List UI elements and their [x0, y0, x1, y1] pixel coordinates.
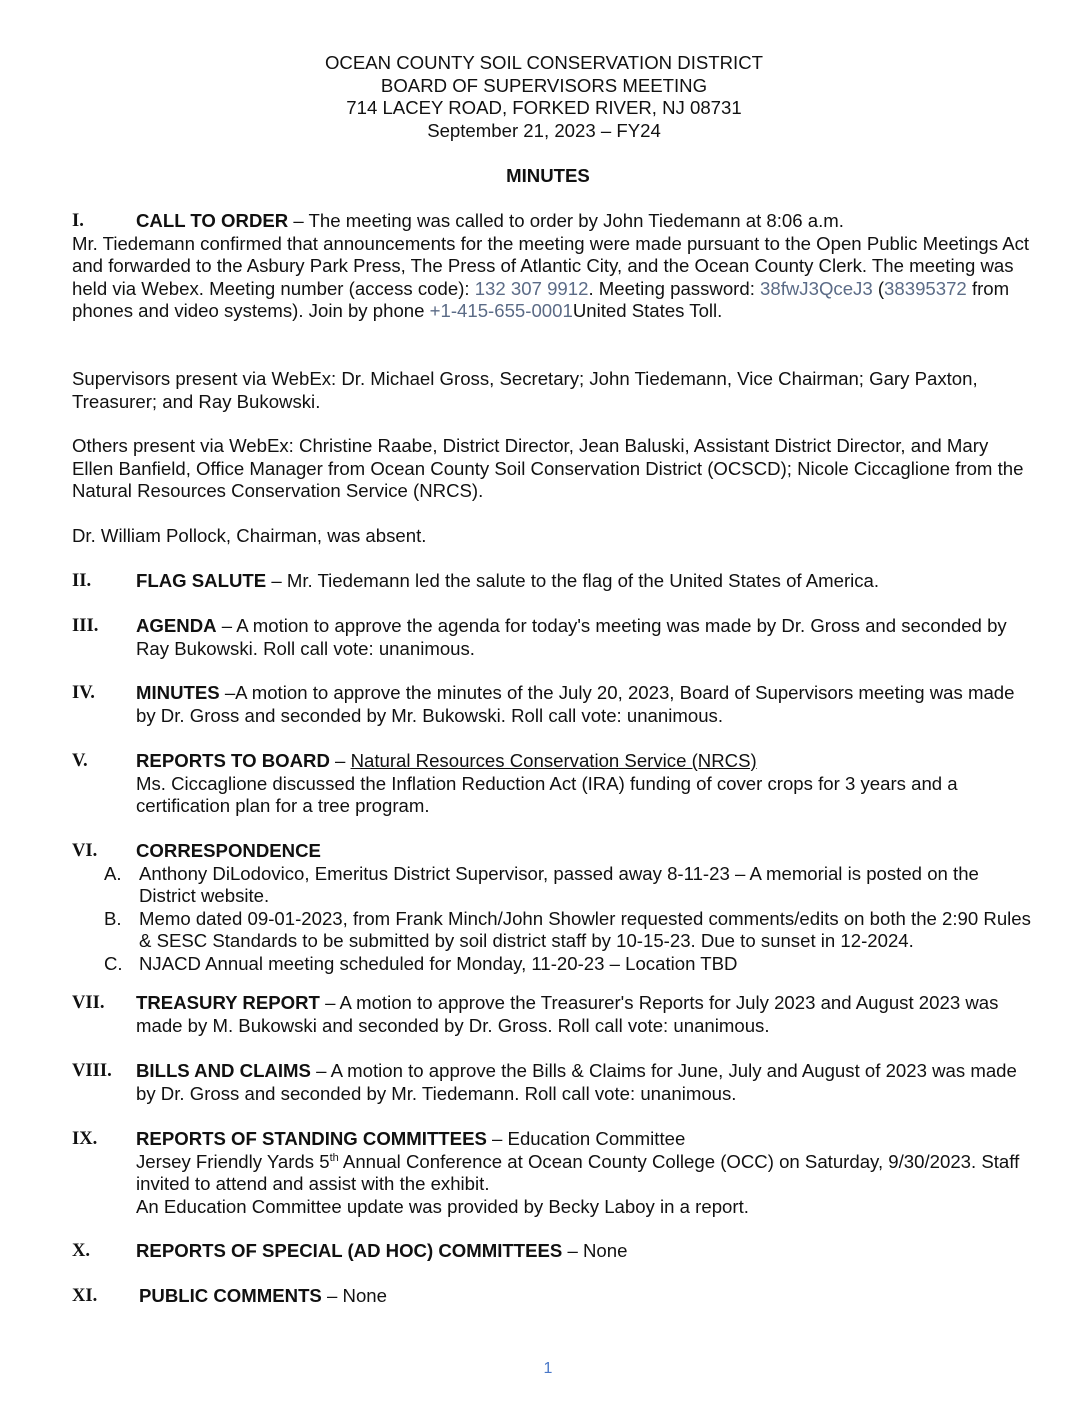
section-heading: CORRESPONDENCE — [136, 840, 321, 861]
section-number: VI. — [72, 840, 98, 861]
section-number: VIII. — [72, 1060, 112, 1081]
section-number: VII. — [72, 992, 105, 1013]
section-text: – A motion to approve the Treasurer's Reports for July 2023 and August 2023 was made by M. Bukowski and seconded by Dr. Gross. Roll call vote: unanimous. — [136, 992, 999, 1036]
section-text: – None — [321, 1285, 387, 1306]
header-date: September 21, 2023 – FY24 — [427, 119, 661, 141]
header-meeting-type: BOARD OF SUPERVISORS MEETING — [380, 74, 708, 96]
section-text: – Mr. Tiedemann led the salute to the flag of the United States of America. — [266, 570, 880, 591]
section-heading: CALL TO ORDER — [136, 210, 289, 231]
document-page: OCEAN COUNTY SOIL CONSERVATION DISTRICT BOARD OF SUPERVISORS MEETING 714 LACEY ROAD, FORKED RIVER, NJ 08731 September 21, 2023 – FY24 MINUTES I. CALL TO ORDER – The meeting was called to order by John Tiedemann at 8:06 a.m. Mr. Tiedemann confirmed that announcements for the meeting were made pursuant to the Open Public Meetings Act and forwarded to the Asbury Park Press, The Press of Atlantic City, and the Ocean County Clerk. The meeting was held via Webex. Meeting number (access code): 132 307 9912. Meeting password: 38fwJ3QceJ3 (38395372 from phones and video systems). Join by phone +1-415-655-0001United States Toll. Supervisors present via WebEx: Dr. Michael Gross, Secretary; John Tiedemann, Vice Chairman; Gary Paxton, Treasurer; and Ray Bukowski. Others present via WebEx: Christine Raabe, District Director, Jean Baluski, Assistant District Director, and Mary Ellen Banfield, Office Manager from Ocean County Soil Conservation District (OCSCD); Nicole Ciccaglione from the Natural Resources Conservation Service (NRCS). Dr. William Pollock, Chairman, was absent. II. FLAG SALUTE – Mr. Tiedemann led the salute to the flag of the United States of America. III. AGENDA – A motion to approve the agenda for today's meeting was made by Dr. Gross and seconded by Ray Bukowski. Roll call vote: unanimous. IV. MINUTES –A motion to approve the minutes of the July 20, 2023, Board of Supervisors meeting was made by Dr. Gross and seconded by Mr. Bukowski. Roll call vote: unanimous. V. REPORTS TO BOARD – Natural Resources Conservation Service (NRCS) Ms. Ciccaglione discussed the Inflation Reduction Act (IRA) funding of cover crops for 3 years and a certification plan for a tree program. VI. CORRESPONDENCE A. Anthony DiLodovico, Emeritus District Supervisor, passed away 8-11-23 – A memorial is posted on the District website. B. Memo dated 09-01-2023, from Frank Minch/John Showler requested comments/edits on both the 2:90 Rules & SESC Standards to be submitted by soil district staff by 10-15-23. Due to sunset in 12-2024. C. NJACD Annual meeting scheduled for Monday, 11-20-23 – Location TBD VII. TREASURY REPORT – A motion to approve the Treasurer's Reports for July 2023 and August 2023 was made by M. Bukowski and seconded by Dr. Gross. Roll call vote: unanimous. VIII. BILLS AND CLAIMS – A motion to approve the Bills & Claims for June, July and August of 2023 was made by Dr. Gross and seconded by Mr. Tiedemann. Roll call vote: unanimous. IX. REPORTS OF STANDING COMMITTEES – Education Committee Jersey Friendly Yards 5th Annual Conference at Ocean County College (OCC) on Saturday, 9/30/2023. Staff invited to attend and assist with the exhibit. An Education Committee update was provided by Becky Laboy in a report. X. REPORTS OF SPECIAL (AD HOC) COMMITTEES – None XI. PUBLIC COMMENTS – None 1 — [0, 0, 1088, 1408]
section-number: I. — [72, 210, 84, 231]
section-number: IV. — [72, 682, 95, 703]
header-address: 714 LACEY ROAD, FORKED RIVER, NJ 08731 — [346, 97, 742, 118]
section-text: – None — [562, 1240, 628, 1261]
section-number: III. — [72, 615, 99, 636]
section-text: Ms. Ciccaglione discussed the Inflation Reduction Act (IRA) funding of cover crops for 3 years and a certification plan for a tree program. — [136, 772, 958, 816]
document-title: MINUTES — [506, 165, 590, 186]
section-text: –A motion to approve the minutes of the July 20, 2023, Board of Supervisors meeting was made by Dr. Gross and seconded by Mr. Bukowski. Roll call vote: unanimous. — [136, 682, 1015, 726]
section-subheading: Natural Resources Conservation Service (NRCS) — [350, 750, 757, 771]
meeting-phone-number: +1-415-655-0001 — [429, 300, 573, 321]
meeting-numeric-password: 38395372 — [884, 277, 967, 299]
section-text: – The meeting was called to order by John Tiedemann at 8:06 a.m. — [288, 210, 844, 231]
section-heading: BILLS AND CLAIMS — [136, 1060, 311, 1081]
supervisors-present: Supervisors present via WebEx: Dr. Michael Gross, Secretary; John Tiedemann, Vice Chairman; Gary Paxton, Treasurer; and Ray Bukowski. — [72, 368, 978, 412]
education-update-note: An Education Committee update was provided by Becky Laboy in a report. — [136, 1195, 749, 1217]
meeting-password: 38fwJ3QceJ3 — [760, 277, 873, 299]
section-text: – A motion to approve the Bills & Claims for June, July and August of 2023 was made by Dr. Gross and seconded by Mr. Tiedemann. Roll call vote: unanimous. — [136, 1060, 1017, 1104]
meeting-access-code: 132 307 9912 — [474, 277, 589, 299]
section-heading: PUBLIC COMMENTS — [139, 1285, 322, 1306]
conference-note: Jersey Friendly Yards 5th Annual Conference at Ocean County College (OCC) on Saturday, 9/30/2023. Staff invited to attend and assist with the exhibit. — [136, 1150, 1020, 1194]
list-item: B. Memo dated 09-01-2023, from Frank Minch/John Showler requested comments/edits on both the 2:90 Rules & SESC Standards to be submitted by soil district staff by 10-15-23. Due to sunset in 12-2024. — [104, 907, 1031, 951]
call-to-order-details: Mr. Tiedemann confirmed that announcements for the meeting were made pursuant to the Open Public Meetings Act and forwarded to the Asbury Park Press, The Press of Atlantic City, and the Ocean County Clerk. The meeting was held via Webex. Meeting number (access code): — [72, 232, 1030, 299]
section-number: V. — [72, 750, 88, 771]
section-number: XI. — [72, 1285, 98, 1306]
section-heading: AGENDA — [136, 615, 217, 636]
document-header — [0, 52, 1088, 142]
page-number: 1 — [543, 1360, 553, 1377]
list-item: A. Anthony DiLodovico, Emeritus District Supervisor, passed away 8-11-23 – A memorial is posted on the District website. — [104, 862, 979, 906]
others-present: Others present via WebEx: Christine Raabe, District Director, Jean Baluski, Assistant District Director, and Mary Ellen Banfield, Office Manager from Ocean County Soil Conservation District (OCSCD); Nicole Ciccaglione from the Natural Resources Conservation Service (NRCS). — [72, 435, 1024, 501]
section-heading: MINUTES — [136, 682, 220, 703]
section-heading: TREASURY REPORT — [136, 992, 320, 1013]
section-text: – A motion to approve the agenda for today's meeting was made by Dr. Gross and seconded by Ray Bukowski. Roll call vote: unanimous. — [136, 615, 1007, 659]
section-text: – Education Committee — [486, 1128, 686, 1149]
section-heading: FLAG SALUTE — [136, 570, 267, 591]
section-heading: REPORTS OF SPECIAL (AD HOC) COMMITTEES — [136, 1240, 563, 1261]
list-item: C. NJACD Annual meeting scheduled for Monday, 11-20-23 – Location TBD — [104, 952, 738, 974]
section-heading: REPORTS TO BOARD — [136, 750, 330, 771]
correspondence-list — [104, 863, 1036, 976]
section-number: IX. — [72, 1128, 98, 1149]
absent-note: Dr. William Pollock, Chairman, was absent. — [72, 525, 427, 546]
section-number: X. — [72, 1240, 91, 1261]
header-organization: OCEAN COUNTY SOIL CONSERVATION DISTRICT — [324, 52, 764, 73]
section-heading: REPORTS OF STANDING COMMITTEES — [136, 1128, 487, 1149]
section-number: II. — [72, 570, 92, 591]
